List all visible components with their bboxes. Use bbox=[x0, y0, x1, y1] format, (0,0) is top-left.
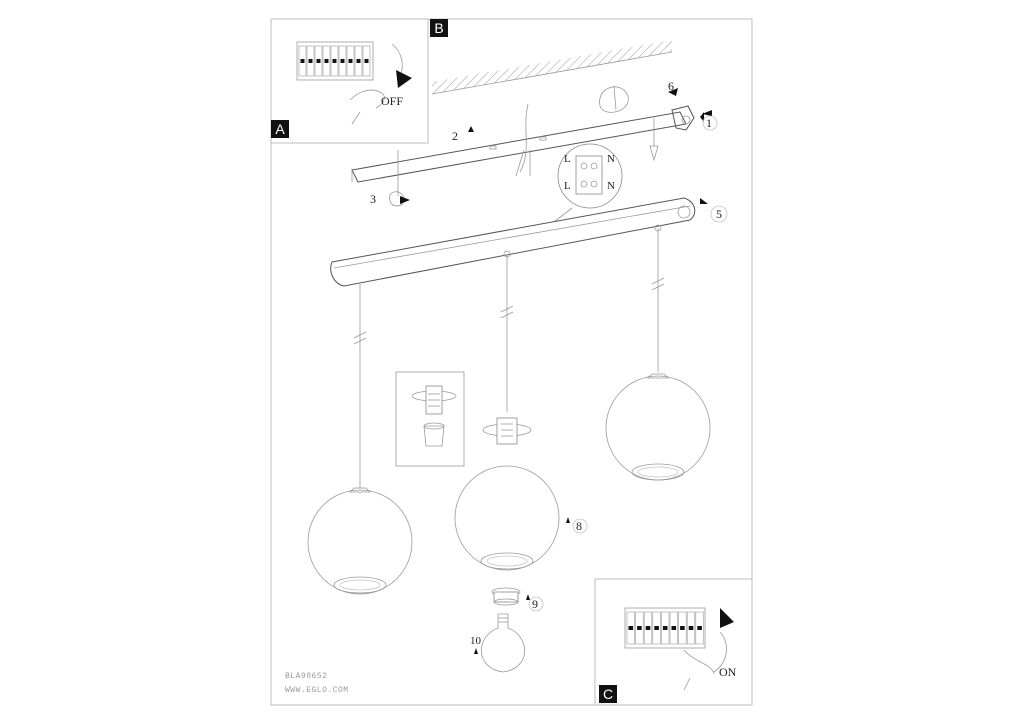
breaker-switch bbox=[309, 59, 313, 63]
breaker-switch bbox=[672, 626, 677, 630]
breaker-switch bbox=[341, 59, 345, 63]
panel-b-letter: B bbox=[434, 20, 444, 36]
panel-c-letter: C bbox=[602, 686, 614, 702]
breaker-panel-off bbox=[297, 42, 373, 80]
inset-panel-c bbox=[595, 579, 752, 705]
terminal-l-bottom: L bbox=[564, 180, 571, 192]
breaker-switch bbox=[663, 626, 668, 630]
terminal-n-top: N bbox=[607, 153, 615, 165]
breaker-switch bbox=[301, 59, 305, 63]
breaker-switch bbox=[654, 626, 659, 630]
breaker-switch bbox=[333, 59, 337, 63]
step-3-label: 3 bbox=[370, 192, 376, 206]
breaker-switch bbox=[680, 626, 685, 630]
model-code: BLA98652 bbox=[285, 672, 328, 681]
socket-detail-box bbox=[396, 372, 464, 466]
step-1-label: 1 bbox=[706, 116, 712, 130]
step-5-label: 5 bbox=[716, 207, 722, 221]
breaker-switch bbox=[365, 59, 369, 63]
breaker-switch bbox=[689, 626, 694, 630]
step-9-label: 9 bbox=[532, 597, 538, 611]
panel-a-letter: A bbox=[275, 121, 285, 137]
step-6-label: 6 bbox=[668, 79, 674, 93]
step-8-label: 8 bbox=[576, 519, 582, 533]
switch-on-label: ON bbox=[719, 665, 737, 679]
breaker-switch bbox=[646, 626, 651, 630]
breaker-switch bbox=[317, 59, 321, 63]
website-url: WWW.EGLO.COM bbox=[285, 686, 349, 695]
breaker-switch bbox=[325, 59, 329, 63]
breaker-switch bbox=[349, 59, 353, 63]
switch-off-label: OFF bbox=[381, 94, 404, 108]
terminal-n-bottom: N bbox=[607, 180, 615, 192]
breaker-switch bbox=[629, 626, 634, 630]
breaker-switch bbox=[357, 59, 361, 63]
breaker-switch bbox=[637, 626, 642, 630]
step-10-label: 10 bbox=[470, 635, 481, 647]
step-2-label: 2 bbox=[452, 129, 458, 143]
terminal-l-top: L bbox=[564, 153, 571, 165]
breaker-panel-on bbox=[625, 608, 705, 648]
inset-panel-a-b bbox=[271, 19, 448, 143]
breaker-switch bbox=[697, 626, 702, 630]
